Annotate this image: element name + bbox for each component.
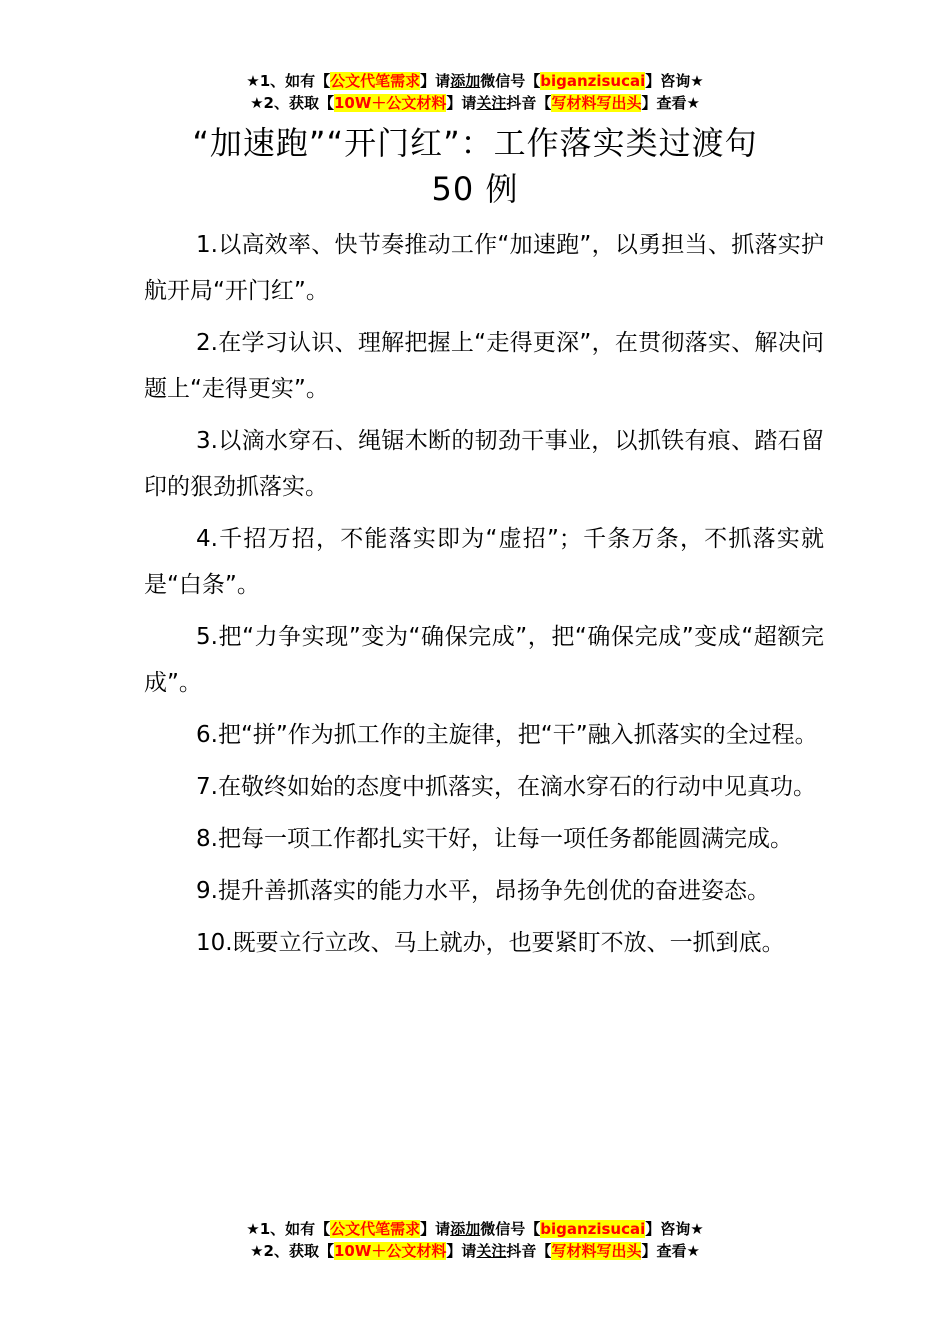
highlight-douyin-account: 写材料写出头 [551,94,642,112]
highlight-service: 公文代笔需求 [330,1220,421,1238]
paragraph: 6.把“拼”作为抓工作的主旋律，把“干”融入抓落实的全过程。 [196,722,818,748]
paragraph: 3.以滴水穿石、绳锯木断的韧劲干事业，以抓铁有痕、踏石留印的狠劲抓落实。 [144,428,824,500]
paragraph: 2.在学习认识、理解把握上“走得更深”，在贯彻落实、解决问题上“走得更实”。 [144,330,824,402]
highlight-materials: 10W＋公文材料 [333,1242,447,1260]
highlight-wechat-id: biganzisucai [540,72,646,90]
paragraph: 10.既要立行立改、马上就办，也要紧盯不放、一抓到底。 [196,930,785,956]
highlight-service: 公文代笔需求 [330,72,421,90]
paragraph: 7.在敬终如始的态度中抓落实，在滴水穿石的行动中见真功。 [196,774,816,800]
star-icon: ★ [246,72,260,90]
document-title [100,120,850,212]
underlined-follow: 关注 [476,94,507,112]
underlined-add: 添加 [450,1220,481,1238]
footer-ad-bottom [0,1218,950,1262]
underlined-add: 添加 [450,72,481,90]
paragraph: 5.把“力争实现”变为“确保完成”，把“确保完成”变成“超额完成”。 [144,624,824,696]
star-icon: ★ [250,1242,264,1260]
document-body [144,222,824,972]
paragraph: 1.以高效率、快节奏推动工作“加速跑”，以勇担当、抓落实护航开局“开门红”。 [144,232,824,304]
header-line-1: ★1、如有【公文代笔需求】请添加微信号【biganzisucai】咨询★ [246,72,704,90]
highlight-materials: 10W＋公文材料 [333,94,447,112]
star-icon: ★ [246,1220,260,1238]
title-line-2: 50 例 [431,170,519,208]
star-icon: ★ [250,94,264,112]
paragraph: 8.把每一项工作都扎实干好，让每一项任务都能圆满完成。 [196,826,793,852]
footer-line-2: ★2、获取【10W＋公文材料】请关注抖音【写材料写出头】查看★ [250,1242,700,1260]
paragraph: 9.提升善抓落实的能力水平，昂扬争先创优的奋进姿态。 [196,878,770,904]
footer-line-1: ★1、如有【公文代笔需求】请添加微信号【biganzisucai】咨询★ [246,1220,704,1238]
title-line-1: “加速跑”“开门红”：工作落实类过渡句 [192,124,758,162]
header-line-2: ★2、获取【10W＋公文材料】请关注抖音【写材料写出头】查看★ [250,94,700,112]
header-ad-top [0,70,950,114]
underlined-follow: 关注 [476,1242,507,1260]
highlight-wechat-id: biganzisucai [540,1220,646,1238]
highlight-douyin-account: 写材料写出头 [551,1242,642,1260]
paragraph: 4.千招万招，不能落实即为“虚招”；千条万条，不抓落实就是“白条”。 [144,526,824,598]
